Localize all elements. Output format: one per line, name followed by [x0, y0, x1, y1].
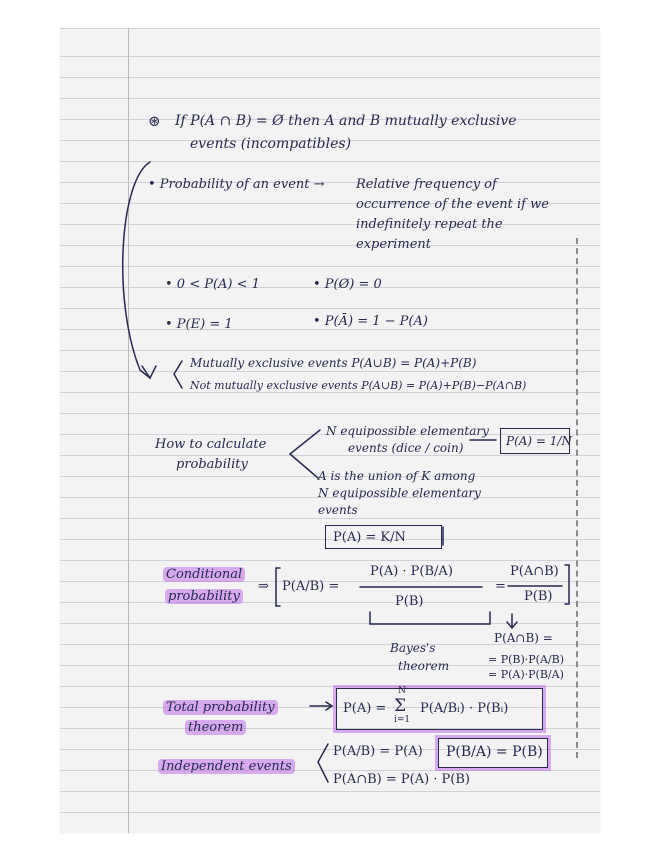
independent-events-words: Independent events — [158, 759, 295, 774]
independent-formula-2: P(B/A) = P(B) — [446, 744, 543, 760]
conditional-numerator-2: P(A∩B) — [510, 564, 559, 579]
property-complement: • P(Ā) = 1 − P(A) — [313, 314, 428, 329]
probability-definition-text-1: Relative frequency of — [356, 177, 497, 192]
total-prob-sum-bottom: i=1 — [394, 715, 411, 725]
independent-formula-1: P(A/B) = P(A) — [333, 744, 423, 759]
probability-word: probability — [165, 589, 243, 604]
conditional-word: Conditional — [163, 567, 245, 582]
total-prob-sum: Σ — [394, 696, 407, 716]
big-curve-arrow — [123, 162, 150, 378]
probability-definition-text-4: experiment — [356, 237, 432, 252]
property-sure-event: • P(E) = 1 — [165, 317, 233, 332]
mutually-exclusive-addition: Mutually exclusive events P(A∪B) = P(A)+P(B) — [190, 356, 477, 370]
total-probability-words: Total probability — [163, 700, 278, 715]
formula-k-over-n: P(A) = K/N — [333, 530, 406, 545]
conditional-denominator-1: P(B) — [395, 594, 424, 609]
not-mutually-exclusive-addition: Not mutually exclusive events P(A∪B) = P(A)+P(B)−P(A∩B) — [190, 379, 527, 392]
conditional-right-bracket — [565, 565, 569, 604]
how-to-calculate-line1: How to calculate — [155, 437, 267, 452]
conditional-numerator-1: P(A) · P(B/A) — [370, 564, 453, 579]
property-empty-set: • P(Ø) = 0 — [313, 277, 382, 292]
big-curve-arrow-head — [142, 366, 156, 378]
independent-formula-3: P(A∩B) = P(A) · P(B) — [333, 772, 471, 787]
star-bullet: ⊛ — [148, 112, 161, 130]
how-to-calculate-line2: probability — [176, 457, 248, 472]
union-k-line1: A is the union of K among — [318, 469, 476, 483]
total-prob-sum-top: N — [398, 686, 406, 696]
conditional-implies: ⇒ — [258, 579, 269, 594]
property-bounds: • 0 < P(A) < 1 — [165, 277, 260, 292]
conditional-denominator-2: P(B) — [524, 589, 553, 604]
probability-definition-text-3: indefinitely repeat the — [356, 217, 503, 232]
probability-definition-label: • Probability of an event → — [148, 177, 325, 192]
calc-split-bracket — [290, 430, 320, 478]
theorem-word: theorem — [185, 720, 246, 735]
union-k-line2: N equipossible elementary — [318, 486, 481, 500]
conditional-left-bracket — [276, 568, 280, 606]
intersection-line3: = P(A)·P(B/A) — [488, 668, 564, 681]
total-prob-lhs: P(A) = — [343, 701, 387, 716]
exclusive-definition-line2: events (incompatibles) — [190, 136, 352, 152]
equipossible-line2: events (dice / coin) — [348, 441, 464, 455]
conditional-lhs: P(A/B) = — [282, 579, 340, 594]
bayes-label-2: theorem — [398, 659, 450, 673]
union-k-line3: events — [318, 503, 358, 517]
equipossible-line1: N equipossible elementary — [326, 424, 489, 438]
exclusive-definition-line1: If P(A ∩ B) = Ø then A and B mutually exclusive — [175, 113, 517, 129]
conditional-equals: = — [495, 579, 506, 594]
formula-1-over-n: P(A) = 1/N — [506, 434, 572, 448]
intersection-line2: = P(B)·P(A/B) — [488, 653, 564, 666]
addition-rule-bracket — [174, 361, 182, 388]
bayes-label-1: Bayes's — [390, 641, 436, 655]
intersection-line1: P(A∩B) = — [494, 631, 553, 645]
probability-definition-text-2: occurrence of the event if we — [356, 197, 549, 212]
bayes-underline-arrow — [370, 612, 490, 624]
independent-brace — [318, 744, 328, 782]
total-prob-rhs: P(A/Bᵢ) · P(Bᵢ) — [420, 701, 509, 716]
